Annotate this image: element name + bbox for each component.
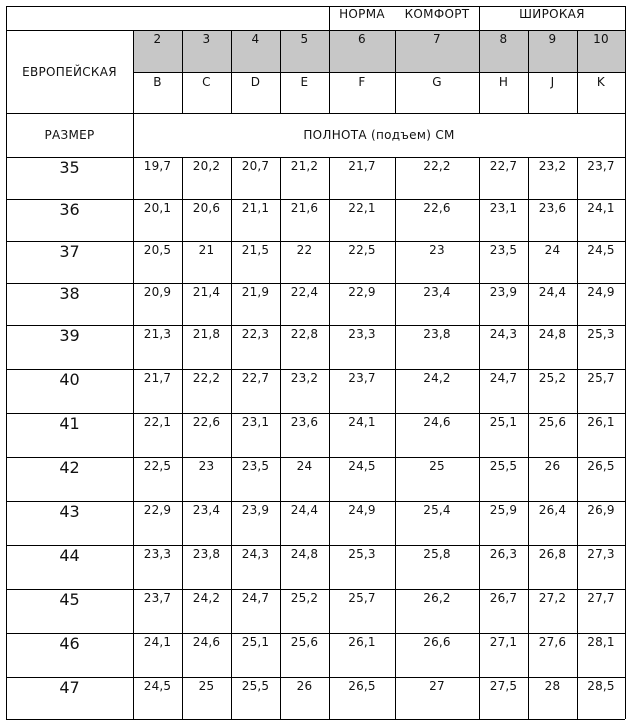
fullness-value-cell: 25,7 bbox=[587, 371, 615, 385]
fullness-value-cell: 21,9 bbox=[241, 285, 270, 299]
fullness-value-cell: 23,2 bbox=[538, 159, 567, 173]
width-number: 4 bbox=[251, 32, 260, 46]
fullness-value-cell: 22,7 bbox=[489, 159, 518, 173]
fullness-value-cell: 22,9 bbox=[348, 285, 376, 299]
fullness-value-cell: 23,6 bbox=[538, 201, 567, 215]
size-cell: 46 bbox=[59, 634, 80, 653]
fullness-value-cell: 23,7 bbox=[143, 591, 172, 605]
width-letter: C bbox=[202, 75, 211, 89]
fullness-value-cell: 22,1 bbox=[348, 201, 376, 215]
fullness-value-cell: 23,4 bbox=[423, 285, 451, 299]
fullness-value-cell: 28,5 bbox=[587, 679, 615, 693]
width-number: 5 bbox=[300, 32, 309, 46]
width-number: 10 bbox=[593, 32, 609, 46]
fullness-value-cell: 22,5 bbox=[348, 243, 376, 257]
size-cell: 37 bbox=[59, 242, 80, 261]
group-label-norma: НОРМА bbox=[339, 7, 385, 21]
fullness-value-cell: 24 bbox=[544, 243, 561, 257]
fullness-value-cell: 20,2 bbox=[192, 159, 221, 173]
fullness-value-cell: 22,7 bbox=[241, 371, 270, 385]
fullness-value-cell: 22,8 bbox=[290, 327, 319, 341]
fullness-value-cell: 28 bbox=[544, 679, 561, 693]
width-number: 3 bbox=[202, 32, 211, 46]
size-cell: 41 bbox=[59, 414, 80, 433]
fullness-value-cell: 23,7 bbox=[348, 371, 376, 385]
fullness-value-cell: 23,3 bbox=[348, 327, 376, 341]
fullness-value-cell: 23,7 bbox=[587, 159, 615, 173]
grid-line-h bbox=[6, 719, 625, 720]
fullness-value-cell: 27,1 bbox=[489, 635, 518, 649]
fullness-value-cell: 23 bbox=[198, 459, 215, 473]
fullness-value-cell: 24,5 bbox=[143, 679, 172, 693]
fullness-value-cell: 25,6 bbox=[538, 415, 567, 429]
fullness-value-cell: 24 bbox=[296, 459, 313, 473]
fullness-value-cell: 24,1 bbox=[143, 635, 172, 649]
fullness-value-cell: 25,5 bbox=[489, 459, 518, 473]
fullness-value-cell: 20,9 bbox=[143, 285, 172, 299]
fullness-value-cell: 21,7 bbox=[348, 159, 376, 173]
fullness-value-cell: 24,4 bbox=[290, 503, 319, 517]
width-number: 2 bbox=[153, 32, 162, 46]
width-letter: F bbox=[358, 75, 366, 89]
fullness-value-cell: 24,5 bbox=[348, 459, 376, 473]
fullness-value-cell: 23,1 bbox=[489, 201, 518, 215]
fullness-value-cell: 26,6 bbox=[423, 635, 451, 649]
fullness-value-cell: 27 bbox=[429, 679, 445, 693]
fullness-value-cell: 24,3 bbox=[241, 547, 270, 561]
fullness-value-cell: 22,6 bbox=[423, 201, 451, 215]
fullness-value-cell: 25 bbox=[429, 459, 445, 473]
fullness-value-cell: 25 bbox=[198, 679, 215, 693]
width-number: 9 bbox=[548, 32, 557, 46]
fullness-value-cell: 21 bbox=[198, 243, 215, 257]
size-label: РАЗМЕР bbox=[44, 128, 95, 142]
fullness-value-cell: 24,7 bbox=[241, 591, 270, 605]
width-letter: E bbox=[300, 75, 309, 89]
fullness-value-cell: 24,4 bbox=[538, 285, 567, 299]
fullness-value-cell: 23,9 bbox=[489, 285, 518, 299]
fullness-value-cell: 26 bbox=[544, 459, 561, 473]
fullness-value-cell: 26,2 bbox=[423, 591, 451, 605]
fullness-value-cell: 22,4 bbox=[290, 285, 319, 299]
fullness-value-cell: 24,6 bbox=[192, 635, 221, 649]
fullness-value-cell: 19,7 bbox=[143, 159, 172, 173]
size-cell: 47 bbox=[59, 678, 80, 697]
fullness-value-cell: 26,8 bbox=[538, 547, 567, 561]
european-label: ЕВРОПЕЙСКАЯ bbox=[22, 64, 117, 79]
group-label-wide: ШИРОКАЯ bbox=[519, 7, 585, 21]
fullness-value-cell: 25,1 bbox=[241, 635, 270, 649]
fullness-value-cell: 24,7 bbox=[489, 371, 518, 385]
fullness-value-cell: 22 bbox=[296, 243, 313, 257]
width-letter: G bbox=[432, 75, 442, 89]
size-cell: 42 bbox=[59, 458, 80, 477]
group-label-comfort: КОМФОРТ bbox=[404, 7, 470, 21]
width-number: 6 bbox=[358, 32, 366, 46]
fullness-value-cell: 25,1 bbox=[489, 415, 518, 429]
fullness-value-cell: 24,9 bbox=[587, 285, 615, 299]
size-cell: 38 bbox=[59, 284, 80, 303]
fullness-value-cell: 25,3 bbox=[587, 327, 615, 341]
fullness-value-cell: 21,3 bbox=[143, 327, 172, 341]
fullness-value-cell: 27,6 bbox=[538, 635, 567, 649]
width-number: 7 bbox=[433, 32, 441, 46]
size-cell: 43 bbox=[59, 502, 80, 521]
fullness-value-cell: 22,6 bbox=[192, 415, 221, 429]
fullness-value-cell: 26,9 bbox=[587, 503, 615, 517]
fullness-value-cell: 23,5 bbox=[489, 243, 518, 257]
fullness-value-cell: 26,5 bbox=[587, 459, 615, 473]
grid-line-v bbox=[625, 6, 626, 719]
fullness-value-cell: 25,8 bbox=[423, 547, 451, 561]
size-cell: 36 bbox=[59, 200, 80, 219]
fullness-value-cell: 25,9 bbox=[489, 503, 518, 517]
fullness-value-cell: 23,6 bbox=[290, 415, 319, 429]
fullness-value-cell: 28,1 bbox=[587, 635, 615, 649]
fullness-value-cell: 23,8 bbox=[423, 327, 451, 341]
width-letter: D bbox=[250, 75, 261, 89]
fullness-value-cell: 25,2 bbox=[290, 591, 319, 605]
fullness-value-cell: 26,1 bbox=[587, 415, 615, 429]
fullness-value-cell: 24,3 bbox=[489, 327, 518, 341]
size-cell: 39 bbox=[59, 326, 80, 345]
fullness-value-cell: 21,4 bbox=[192, 285, 221, 299]
fullness-value-cell: 21,2 bbox=[290, 159, 319, 173]
fullness-value-cell: 23,8 bbox=[192, 547, 221, 561]
fullness-value-cell: 27,7 bbox=[587, 591, 615, 605]
size-cell: 40 bbox=[59, 370, 80, 389]
fullness-value-cell: 21,1 bbox=[241, 201, 270, 215]
fullness-value-cell: 21,6 bbox=[290, 201, 319, 215]
fullness-value-cell: 20,5 bbox=[143, 243, 172, 257]
fullness-value-cell: 26,5 bbox=[348, 679, 376, 693]
fullness-value-cell: 24,8 bbox=[538, 327, 567, 341]
width-letter: J bbox=[550, 75, 555, 89]
fullness-value-cell: 23 bbox=[429, 243, 445, 257]
fullness-value-cell: 22,9 bbox=[143, 503, 172, 517]
fullness-value-cell: 20,1 bbox=[143, 201, 172, 215]
fullness-value-cell: 25,5 bbox=[241, 679, 270, 693]
fullness-value-cell: 23,3 bbox=[143, 547, 172, 561]
fullness-value-cell: 24,2 bbox=[192, 591, 221, 605]
fullness-value-cell: 22,2 bbox=[192, 371, 221, 385]
fullness-value-cell: 21,5 bbox=[241, 243, 270, 257]
fullness-value-cell: 27,5 bbox=[489, 679, 518, 693]
fullness-value-cell: 23,5 bbox=[241, 459, 270, 473]
size-cell: 45 bbox=[59, 590, 80, 609]
fullness-value-cell: 24,6 bbox=[423, 415, 451, 429]
fullness-value-cell: 25,7 bbox=[348, 591, 376, 605]
fullness-value-cell: 23,9 bbox=[241, 503, 270, 517]
fullness-value-cell: 26,3 bbox=[489, 547, 518, 561]
size-cell: 44 bbox=[59, 546, 80, 565]
fullness-value-cell: 24,9 bbox=[348, 503, 376, 517]
width-number: 8 bbox=[499, 32, 508, 46]
fullness-value-cell: 27,3 bbox=[587, 547, 615, 561]
fullness-value-cell: 24,1 bbox=[348, 415, 376, 429]
fullness-value-cell: 23,1 bbox=[241, 415, 270, 429]
width-letter: B bbox=[153, 75, 162, 89]
fullness-value-cell: 22,2 bbox=[423, 159, 451, 173]
fullness-value-cell: 23,4 bbox=[192, 503, 221, 517]
fullness-value-cell: 26 bbox=[296, 679, 313, 693]
fullness-value-cell: 24,1 bbox=[587, 201, 615, 215]
width-letter: K bbox=[596, 75, 606, 89]
fullness-value-cell: 26,1 bbox=[348, 635, 376, 649]
fullness-value-cell: 21,7 bbox=[143, 371, 172, 385]
fullness-value-cell: 26,7 bbox=[489, 591, 518, 605]
fullness-value-cell: 25,3 bbox=[348, 547, 376, 561]
fullness-value-cell: 20,6 bbox=[192, 201, 221, 215]
fullness-value-cell: 21,8 bbox=[192, 327, 221, 341]
fullness-value-cell: 26,4 bbox=[538, 503, 567, 517]
fullness-value-cell: 24,5 bbox=[587, 243, 615, 257]
fullness-value-cell: 27,2 bbox=[538, 591, 567, 605]
width-letter: H bbox=[498, 75, 509, 89]
size-cell: 35 bbox=[59, 158, 80, 177]
fullness-value-cell: 20,7 bbox=[241, 159, 270, 173]
fullness-value-cell: 24,2 bbox=[423, 371, 451, 385]
fullness-value-cell: 22,1 bbox=[143, 415, 172, 429]
fullness-value-cell: 22,3 bbox=[241, 327, 270, 341]
fullness-value-cell: 24,8 bbox=[290, 547, 319, 561]
fullness-value-cell: 22,5 bbox=[143, 459, 172, 473]
fullness-label: ПОЛНОТА (подъем) СМ bbox=[303, 128, 455, 142]
fullness-value-cell: 25,2 bbox=[538, 371, 567, 385]
fullness-value-cell: 23,2 bbox=[290, 371, 319, 385]
fullness-value-cell: 25,4 bbox=[423, 503, 451, 517]
fullness-value-cell: 25,6 bbox=[290, 635, 319, 649]
